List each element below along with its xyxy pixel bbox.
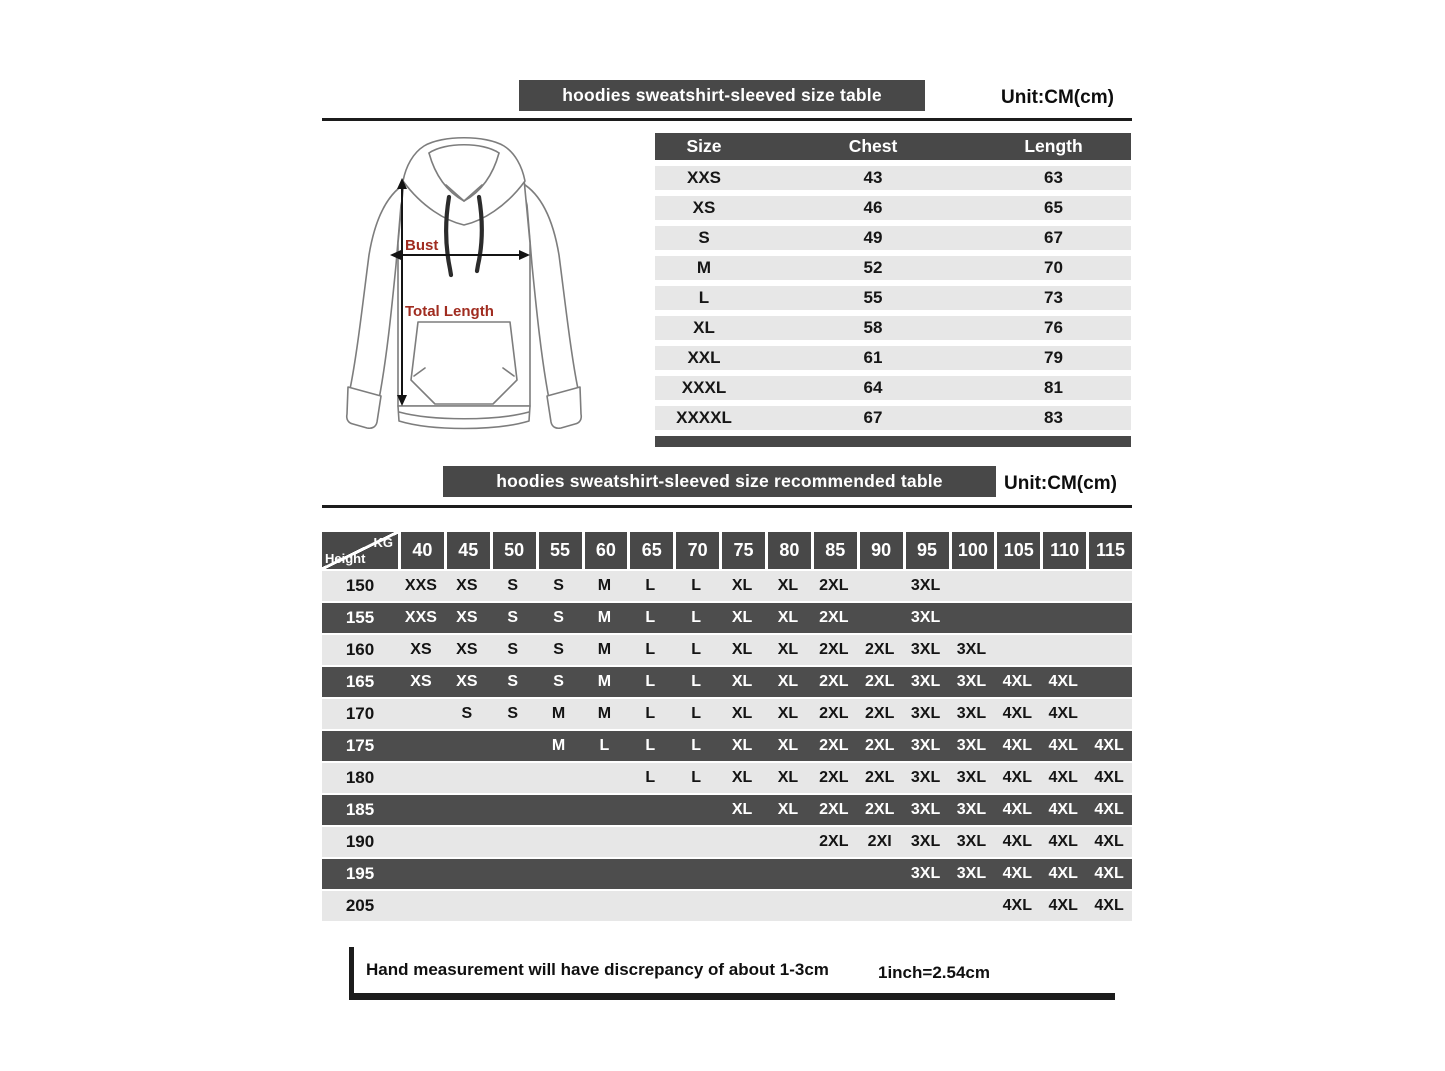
- size-recommendation-cell: S: [461, 705, 473, 722]
- size-cell: XXXL: [681, 378, 727, 397]
- size-recommendation-cell: [994, 603, 1040, 633]
- weight-header-cell: 95: [906, 532, 949, 569]
- weight-header-cell: 105: [997, 532, 1040, 569]
- size-recommendation-cell: 3XL: [956, 865, 987, 882]
- size-recommendation-cell: 2XL: [865, 641, 895, 658]
- size-recommendation-cell: L: [645, 641, 656, 658]
- weight-header-cell: 45: [447, 532, 490, 569]
- matrix-header-row: [322, 532, 1132, 569]
- size-recommendation-cell: [1086, 603, 1132, 633]
- col-header-chest: Chest: [848, 136, 898, 156]
- size-recommendation-cell: XL: [731, 609, 753, 626]
- length-cell: 65: [1044, 198, 1063, 217]
- size-recommendation-cell: [444, 859, 490, 889]
- size-recommendation-cell: [949, 603, 995, 633]
- size-recommendation-cell: 3XL: [910, 577, 941, 594]
- weight-header-cell: 65: [630, 532, 673, 569]
- size-recommendation-cell: XL: [777, 801, 799, 818]
- size-recommendation-cell: [490, 827, 536, 857]
- size-recommendation-cell: [627, 795, 673, 825]
- size-recommendation-cell: 4XL: [1002, 897, 1032, 914]
- length-cell: 79: [1044, 348, 1063, 367]
- size-recommendation-cell: 4XL: [1048, 801, 1078, 818]
- size-recommendation-cell: [765, 891, 811, 921]
- matrix-row: [322, 795, 1132, 825]
- size-cell: M: [696, 258, 712, 277]
- size-recommendation-cell: XL: [731, 801, 753, 818]
- weight-header-cell: 55: [539, 532, 582, 569]
- total-length-label: Total Length: [405, 303, 494, 320]
- size-recommendation-cell: 4XL: [1002, 737, 1032, 754]
- size-recommendation-cell: [398, 731, 444, 761]
- size-recommendation-cell: L: [691, 577, 702, 594]
- weight-header-cell: 80: [768, 532, 811, 569]
- size-recommendation-cell: 3XL: [910, 737, 941, 754]
- footnote-bottom-bar: [349, 993, 1115, 1000]
- size-recommendation-cell: XL: [777, 641, 799, 658]
- size-recommendation-cell: 4XL: [1002, 705, 1032, 722]
- size-recommendation-cell: 3XL: [910, 641, 941, 658]
- size-recommendation-cell: [673, 827, 719, 857]
- matrix-row: [322, 827, 1132, 857]
- height-cell: 170: [345, 704, 375, 723]
- size-recommendation-cell: L: [645, 673, 656, 690]
- size-recommendation-cell: [582, 859, 628, 889]
- size-recommendation-cell: L: [691, 609, 702, 626]
- size-recommendation-cell: 2XI: [867, 833, 892, 850]
- size-recommendation-cell: XS: [456, 609, 478, 626]
- matrix-row: [322, 859, 1132, 889]
- size-recommendation-cell: [490, 763, 536, 793]
- size-table-unit-label: Unit:CM(cm): [1001, 87, 1114, 108]
- length-cell: 63: [1044, 168, 1063, 187]
- size-recommendation-cell: S: [507, 609, 519, 626]
- size-recommendation-cell: [398, 891, 444, 921]
- size-recommendation-cell: 3XL: [956, 673, 987, 690]
- size-recommendation-cell: 3XL: [956, 833, 987, 850]
- length-cell: 81: [1044, 378, 1063, 397]
- size-recommendation-cell: 2XL: [819, 609, 849, 626]
- size-recommendation-cell: 3XL: [910, 705, 941, 722]
- size-recommendation-cell: 3XL: [910, 769, 941, 786]
- size-recommendation-cell: 2XL: [819, 801, 849, 818]
- weight-header-cell: 110: [1043, 532, 1086, 569]
- size-recommendation-cell: 4XL: [1094, 865, 1124, 882]
- matrix-row: [322, 571, 1132, 601]
- size-recommendation-cell: L: [691, 673, 702, 690]
- size-recommendation-cell: M: [597, 641, 612, 658]
- size-recommendation-cell: XL: [777, 577, 799, 594]
- size-recommendation-cell: L: [691, 737, 702, 754]
- size-recommendation-cell: 4XL: [1048, 865, 1078, 882]
- height-cell: 160: [345, 640, 375, 659]
- height-cell: 205: [345, 896, 375, 915]
- size-recommendation-cell: XL: [731, 737, 753, 754]
- size-recommendation-cell: [857, 603, 903, 633]
- chest-cell: 61: [863, 348, 883, 367]
- size-recommendation-cell: [627, 891, 673, 921]
- chest-cell: 55: [863, 288, 883, 307]
- chest-cell: 58: [863, 318, 883, 337]
- size-recommendation-cell: 3XL: [956, 801, 987, 818]
- hoodie-measurement-diagram: [328, 133, 600, 455]
- size-recommendation-cell: [765, 859, 811, 889]
- chest-cell: 43: [863, 168, 883, 187]
- size-recommendation-cell: [719, 827, 765, 857]
- size-recommendation-cell: M: [597, 577, 612, 594]
- size-cell: S: [698, 228, 710, 247]
- size-recommendation-cell: [582, 827, 628, 857]
- size-recommendation-cell: 3XL: [910, 673, 941, 690]
- recommended-size-matrix: [322, 532, 1132, 921]
- size-recommendation-cell: [398, 827, 444, 857]
- size-recommendation-cell: 4XL: [1094, 769, 1124, 786]
- matrix-row: [322, 891, 1132, 921]
- size-recommendation-cell: [536, 891, 582, 921]
- recommended-table-title-text: hoodies sweatshirt-sleeved size recommended table: [496, 471, 943, 491]
- size-recommendation-cell: [398, 763, 444, 793]
- size-recommendation-cell: [536, 795, 582, 825]
- length-cell: 76: [1044, 318, 1063, 337]
- size-table-row: [655, 196, 1131, 220]
- size-recommendation-cell: XS: [410, 641, 432, 658]
- size-recommendation-cell: XL: [731, 641, 753, 658]
- size-recommendation-cell: S: [507, 577, 519, 594]
- size-recommendation-cell: [627, 827, 673, 857]
- height-cell: 190: [345, 832, 375, 851]
- size-cell: XXXXL: [676, 408, 732, 427]
- size-recommendation-cell: [444, 731, 490, 761]
- chest-cell: 49: [863, 228, 883, 247]
- size-recommendation-cell: M: [551, 737, 566, 754]
- size-recommendation-cell: M: [597, 673, 612, 690]
- size-table-end-bar: [655, 436, 1131, 447]
- matrix-row: [322, 731, 1132, 761]
- size-table-row: [655, 316, 1131, 340]
- size-recommendation-cell: 3XL: [910, 833, 941, 850]
- size-recommendation-cell: 2XL: [819, 737, 849, 754]
- size-recommendation-cell: XL: [777, 769, 799, 786]
- size-recommendation-cell: [398, 859, 444, 889]
- size-recommendation-cell: XS: [410, 673, 432, 690]
- size-recommendation-cell: [582, 891, 628, 921]
- size-cell: XS: [692, 198, 716, 217]
- size-recommendation-cell: XL: [777, 609, 799, 626]
- size-recommendation-cell: 4XL: [1048, 769, 1078, 786]
- size-recommendation-cell: [857, 891, 903, 921]
- size-recommendation-cell: 2XL: [865, 801, 895, 818]
- size-recommendation-cell: XL: [777, 737, 799, 754]
- size-recommendation-cell: [719, 859, 765, 889]
- size-recommendation-cell: 4XL: [1048, 737, 1078, 754]
- size-recommendation-cell: L: [691, 705, 702, 722]
- size-recommendation-cell: 4XL: [1094, 801, 1124, 818]
- size-recommendation-cell: XL: [731, 769, 753, 786]
- size-cell: XL: [693, 318, 715, 337]
- col-header-size: Size: [686, 136, 722, 156]
- size-table-body: [655, 166, 1131, 430]
- size-recommendation-cell: [536, 859, 582, 889]
- height-cell: 175: [345, 736, 375, 755]
- recommended-table-unit-label: Unit:CM(cm): [1004, 473, 1117, 494]
- size-recommendation-cell: 4XL: [1094, 833, 1124, 850]
- size-recommendation-cell: [490, 891, 536, 921]
- size-recommendation-cell: [673, 859, 719, 889]
- corner-height-label: Height: [325, 551, 366, 566]
- size-recommendation-cell: 3XL: [956, 641, 987, 658]
- weight-header-cell: 90: [860, 532, 903, 569]
- size-recommendation-cell: L: [645, 769, 656, 786]
- size-recommendation-cell: 2XL: [819, 641, 849, 658]
- size-recommendation-cell: S: [553, 609, 564, 626]
- height-cell: 195: [345, 864, 375, 883]
- size-recommendation-cell: 2XL: [865, 673, 895, 690]
- size-recommendation-cell: M: [597, 705, 612, 722]
- size-table-row: [655, 166, 1131, 190]
- bust-label: Bust: [405, 237, 439, 254]
- size-recommendation-cell: 4XL: [1094, 737, 1124, 754]
- size-recommendation-cell: [857, 571, 903, 601]
- height-cell: 155: [345, 608, 375, 627]
- height-cell: 180: [345, 768, 375, 787]
- size-table-row: [655, 346, 1131, 370]
- size-recommendation-cell: 2XL: [819, 705, 849, 722]
- size-recommendation-cell: [627, 859, 673, 889]
- size-recommendation-cell: 4XL: [1002, 865, 1032, 882]
- footnote-conversion: 1inch=2.54cm: [878, 963, 990, 982]
- size-recommendation-cell: [536, 827, 582, 857]
- size-recommendation-cell: [1086, 667, 1132, 697]
- weight-header-cell: 60: [585, 532, 628, 569]
- size-recommendation-cell: [444, 827, 490, 857]
- size-recommendation-cell: L: [645, 737, 656, 754]
- size-recommendation-cell: 3XL: [956, 769, 987, 786]
- size-recommendation-cell: [949, 571, 995, 601]
- size-recommendation-cell: S: [507, 673, 519, 690]
- size-recommendation-cell: 4XL: [1002, 769, 1032, 786]
- size-recommendation-cell: XS: [456, 673, 478, 690]
- size-recommendation-cell: 2XL: [865, 769, 895, 786]
- size-recommendation-cell: XL: [731, 673, 753, 690]
- size-recommendation-cell: [1086, 635, 1132, 665]
- size-recommendation-cell: [903, 891, 949, 921]
- size-cell: XXS: [686, 168, 722, 187]
- size-recommendation-cell: M: [551, 705, 566, 722]
- size-recommendation-cell: 4XL: [1094, 897, 1124, 914]
- size-recommendation-cell: 3XL: [910, 865, 941, 882]
- size-recommendation-cell: [719, 891, 765, 921]
- size-recommendation-cell: 4XL: [1048, 705, 1078, 722]
- size-table-header-row: [655, 133, 1131, 160]
- size-recommendation-cell: M: [597, 609, 612, 626]
- size-recommendation-cell: [490, 859, 536, 889]
- size-recommendation-cell: [490, 731, 536, 761]
- length-cell: 70: [1044, 258, 1063, 277]
- size-recommendation-cell: L: [691, 769, 702, 786]
- divider-line-middle: [322, 505, 1132, 508]
- size-recommendation-cell: [994, 635, 1040, 665]
- size-recommendation-cell: [1040, 603, 1086, 633]
- size-recommendation-cell: [1040, 571, 1086, 601]
- matrix-row: [322, 763, 1132, 793]
- matrix-row: [322, 699, 1132, 729]
- size-table-row: [655, 376, 1131, 400]
- size-recommendation-cell: 4XL: [1002, 801, 1032, 818]
- size-recommendation-cell: [582, 795, 628, 825]
- size-recommendation-cell: 4XL: [1002, 833, 1032, 850]
- size-recommendation-cell: [811, 891, 857, 921]
- size-recommendation-cell: [949, 891, 995, 921]
- matrix-body: [322, 571, 1132, 921]
- height-cell: 185: [345, 800, 375, 819]
- size-recommendation-cell: 2XL: [865, 705, 895, 722]
- length-cell: 73: [1044, 288, 1063, 307]
- size-recommendation-cell: XL: [777, 673, 799, 690]
- matrix-row: [322, 667, 1132, 697]
- size-recommendation-cell: S: [507, 705, 519, 722]
- divider-line-top: [322, 118, 1132, 121]
- size-recommendation-cell: S: [507, 641, 519, 658]
- size-recommendation-cell: 4XL: [1048, 897, 1078, 914]
- size-table-title: [519, 80, 925, 111]
- size-recommendation-cell: S: [553, 641, 564, 658]
- weight-header-cell: 115: [1089, 532, 1132, 569]
- size-recommendation-cell: 2XL: [819, 577, 849, 594]
- size-recommendation-cell: [444, 795, 490, 825]
- size-table: [655, 133, 1131, 447]
- weight-header-cell: 100: [952, 532, 995, 569]
- weight-header-cell: 50: [493, 532, 536, 569]
- size-recommendation-cell: [673, 795, 719, 825]
- kangaroo-pocket: [411, 322, 517, 404]
- length-cell: 83: [1044, 408, 1063, 427]
- size-recommendation-cell: [444, 763, 490, 793]
- size-recommendation-cell: [765, 827, 811, 857]
- matrix-row: [322, 635, 1132, 665]
- size-table-row: [655, 286, 1131, 310]
- size-recommendation-cell: [398, 795, 444, 825]
- size-recommendation-cell: S: [553, 577, 564, 594]
- size-recommendation-cell: 4XL: [1048, 833, 1078, 850]
- size-recommendation-cell: 2XL: [819, 769, 849, 786]
- size-recommendation-cell: [857, 859, 903, 889]
- size-recommendation-cell: L: [645, 609, 656, 626]
- size-recommendation-cell: XXS: [404, 577, 437, 594]
- size-recommendation-cell: 3XL: [956, 737, 987, 754]
- size-recommendation-cell: L: [645, 577, 656, 594]
- size-recommendation-cell: L: [645, 705, 656, 722]
- weight-header-cell: 70: [676, 532, 719, 569]
- size-recommendation-cell: [1086, 699, 1132, 729]
- recommended-table-title: [443, 466, 996, 497]
- col-header-length: Length: [1024, 136, 1083, 156]
- size-recommendation-cell: L: [599, 737, 610, 754]
- size-recommendation-cell: XS: [456, 641, 478, 658]
- corner-kg-label: KG: [373, 535, 393, 550]
- chest-cell: 64: [863, 378, 883, 397]
- size-recommendation-cell: 2XL: [865, 737, 895, 754]
- size-table-row: [655, 256, 1131, 280]
- size-recommendation-cell: 2XL: [819, 673, 849, 690]
- size-recommendation-cell: [444, 891, 490, 921]
- size-recommendation-cell: 3XL: [910, 801, 941, 818]
- size-recommendation-cell: 3XL: [956, 705, 987, 722]
- size-recommendation-cell: [994, 571, 1040, 601]
- chest-cell: 67: [863, 408, 883, 427]
- size-recommendation-cell: 4XL: [1002, 673, 1032, 690]
- footnote-text: Hand measurement will have discrepancy of about 1-3cm: [366, 960, 829, 979]
- size-recommendation-cell: L: [691, 641, 702, 658]
- size-recommendation-cell: XL: [731, 577, 753, 594]
- matrix-corner-cell: [322, 532, 398, 569]
- size-table-title-text: hoodies sweatshirt-sleeved size table: [562, 85, 882, 105]
- size-recommendation-cell: [536, 763, 582, 793]
- chest-cell: 46: [863, 198, 883, 217]
- chest-cell: 52: [863, 258, 883, 277]
- size-recommendation-cell: XXS: [404, 609, 437, 626]
- size-recommendation-cell: 3XL: [910, 609, 941, 626]
- size-table-row: [655, 406, 1131, 430]
- size-recommendation-cell: S: [553, 673, 564, 690]
- size-recommendation-cell: XL: [731, 705, 753, 722]
- size-recommendation-cell: [673, 891, 719, 921]
- size-table-row: [655, 226, 1131, 250]
- height-cell: 150: [345, 576, 375, 595]
- size-recommendation-cell: 2XL: [819, 833, 849, 850]
- height-cell: 165: [345, 672, 375, 691]
- weight-header-cell: 40: [401, 532, 444, 569]
- size-recommendation-cell: [811, 859, 857, 889]
- size-recommendation-cell: [1040, 635, 1086, 665]
- size-recommendation-cell: [490, 795, 536, 825]
- size-recommendation-cell: [398, 699, 444, 729]
- weight-header-cell: 75: [722, 532, 765, 569]
- size-recommendation-cell: [1086, 571, 1132, 601]
- matrix-row: [322, 603, 1132, 633]
- size-recommendation-cell: [582, 763, 628, 793]
- size-recommendation-cell: 4XL: [1048, 673, 1078, 690]
- size-cell: L: [698, 288, 710, 307]
- length-cell: 67: [1044, 228, 1063, 247]
- hem-band: [398, 406, 530, 429]
- size-recommendation-cell: XS: [456, 577, 478, 594]
- weight-header-cell: 85: [814, 532, 857, 569]
- size-recommendation-cell: XL: [777, 705, 799, 722]
- size-cell: XXL: [687, 348, 721, 367]
